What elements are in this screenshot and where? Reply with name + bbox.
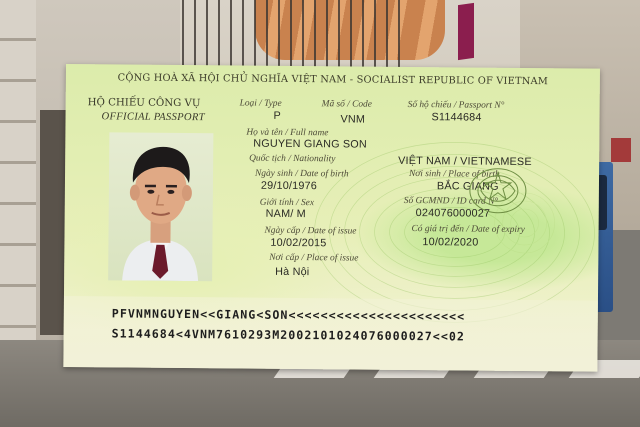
date-of-expiry-value: 10/02/2020	[422, 236, 479, 249]
passport-number-value: S1144684	[431, 111, 482, 124]
place-of-birth-label: Nơi sinh / Place of birth	[409, 168, 500, 180]
code-value: VNM	[340, 113, 366, 126]
type-value: P	[273, 109, 282, 122]
street-sign	[611, 138, 631, 162]
date-of-birth-value: 29/10/1976	[260, 179, 318, 193]
type-label: Loại / Type	[239, 98, 282, 109]
full-name-label: Họ và tên / Full name	[246, 127, 329, 139]
passport-number-label: Số hộ chiếu / Passport N°	[407, 99, 505, 111]
mrz-line-1: PFVNMNGUYEN<<GIANG<SON<<<<<<<<<<<<<<<<<<<<<<	[111, 306, 466, 324]
date-of-expiry-label: Có giá trị đến / Date of expiry	[411, 224, 525, 236]
date-of-issue-label: Ngày cấp / Date of issue	[264, 225, 357, 237]
place-of-birth-value: BẮC GIANG	[436, 180, 499, 193]
code-label: Mã số / Code	[321, 99, 372, 110]
security-emblem-icon	[463, 162, 533, 219]
passport-data-page	[63, 64, 600, 372]
place-of-issue-label: Nơi cấp / Place of issue	[269, 252, 359, 264]
id-card-value: 024076000027	[415, 207, 491, 220]
mrz-zone	[63, 296, 598, 372]
holder-photo	[108, 132, 213, 281]
flag	[458, 3, 474, 60]
sex-value: NAM/ M	[265, 207, 306, 221]
mrz-line-2: S1144684<4VNM7610293M2002101024076000027<<02	[111, 326, 466, 344]
nationality-value: VIỆT NAM / VIETNAMESE	[398, 154, 532, 169]
place-of-issue-value: Hà Nội	[275, 265, 310, 279]
nationality-label: Quốc tịch / Nationality	[249, 153, 336, 165]
full-name-value: NGUYEN GIANG SON	[253, 137, 367, 151]
date-of-birth-label: Ngày sinh / Date of birth	[255, 168, 349, 180]
stone-column	[0, 0, 36, 360]
date-of-issue-value: 10/02/2015	[270, 236, 327, 250]
passport-title-en: OFFICIAL PASSPORT	[101, 111, 205, 124]
id-card-label: Số GCMND / ID card N°	[403, 195, 499, 207]
country-header: CỘNG HOÀ XÃ HỘI CHỦ NGHĨA VIỆT NAM - SOCIALIST REPUBLIC OF VIETNAM	[117, 72, 549, 88]
sex-label: Giới tính / Sex	[259, 197, 315, 209]
balcony-railing	[170, 0, 400, 70]
passport-title-vi: HỘ CHIẾU CÔNG VỤ	[87, 97, 201, 110]
portrait-image	[108, 132, 213, 281]
